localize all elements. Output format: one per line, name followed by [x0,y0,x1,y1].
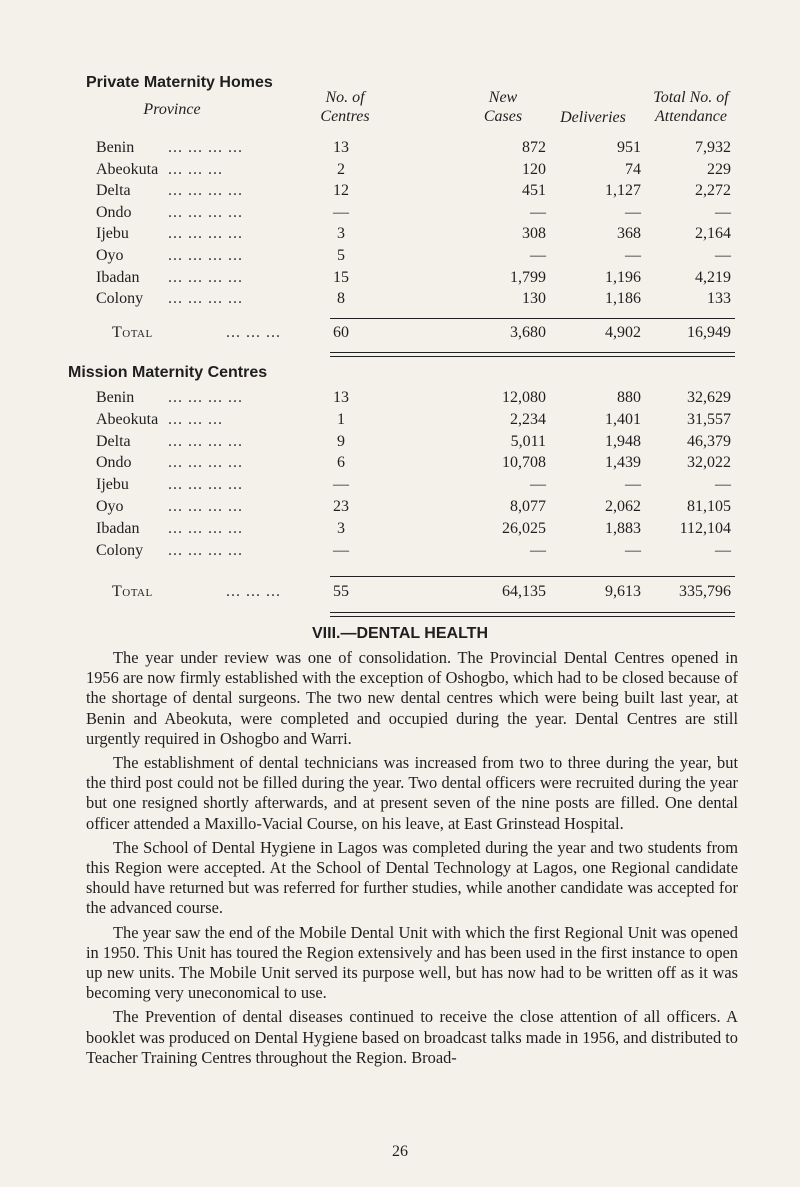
attendance-cell: 133 [707,290,731,308]
leader-dots: ... ... ... [226,583,281,600]
new-cases-cell: 1,799 [510,268,546,286]
page-number: 26 [392,1143,408,1160]
new-cases-cell: 8,077 [510,498,546,515]
deliveries-cell: — [625,247,641,264]
attendance-total: 16,949 [687,324,731,341]
province-name: Oyo [96,498,124,515]
centres-cell: — [333,541,349,559]
paragraph: The establishment of dental technicians was increased from two to three during the year, but the third post could not be filled during the year. Two dental officers were recruited during the year but one resigned shortly afterwards, and at present seven of the nine posts are filled. One dental officer attended a Maxillo-Vacial Course, on his leave, at East Grinstead Hospital. [86,753,738,833]
leader-dots: ... ... ... ... [168,247,243,264]
body-text [86,648,738,1072]
leader-dots: ... ... ... ... [168,454,243,472]
attendance-cell: — [715,541,731,559]
header-centres: No. of Centres [320,89,370,125]
section-heading: VIII.—DENTAL HEALTH [312,625,488,642]
table-row [96,290,736,312]
private-total-double-rule [330,352,735,357]
province-name: Delta [96,432,131,450]
new-cases-total: 3,680 [510,324,546,341]
new-cases-cell: 130 [522,290,546,308]
new-cases-cell: 2,234 [510,410,546,428]
deliveries-cell: 1,401 [605,410,641,428]
new-cases-cell: 5,011 [510,432,546,450]
paragraph: The year under review was one of consolidation. The Provincial Dental Centres opened in 1956 are now firmly established with the exception of Oshogbo, which had to be closed because of the shortage of dental surgeons. The two new dental centres which were being built last year, at Benin and Abeokuta, were completed and occupied during the year. Dental Centres are still urgently required in Oshogbo and Warri. [86,648,738,748]
table-row [96,498,736,520]
deliveries-cell: 1,948 [605,432,641,450]
centres-cell: 23 [333,498,349,515]
private-homes-title: Private Maternity Homes [86,74,273,91]
centres-cell: 8 [337,290,345,308]
attendance-cell: 31,557 [687,410,731,428]
province-name: Benin [96,139,135,156]
table-row [96,542,736,564]
attendance-cell: 81,105 [687,498,731,515]
deliveries-cell: 1,439 [605,454,641,472]
total-values [96,324,736,346]
header-attendance: Total No. of Attendance [653,89,729,125]
centres-cell: 13 [333,389,349,406]
leader-dots: ... ... ... ... [168,389,243,406]
new-cases-cell: — [530,247,546,264]
centres-cell: 12 [333,182,349,200]
attendance-cell: 112,104 [679,519,731,537]
new-cases-cell: 10,708 [502,454,546,472]
leader-dots: ... ... ... ... [168,476,243,494]
province-name: Colony [96,290,144,308]
attendance-cell: — [715,476,731,494]
leader-dots: ... ... ... ... [168,268,243,286]
table-row [96,411,736,433]
centres-total: 60 [333,324,349,341]
deliveries-cell: 368 [617,225,641,243]
attendance-cell: 4,219 [695,268,731,286]
header-cases: New Cases [483,89,523,125]
province-name: Abeokuta [96,160,159,178]
centres-cell: 15 [333,268,349,286]
deliveries-total: 4,902 [605,324,641,341]
centres-cell: 1 [337,410,345,428]
deliveries-cell: 2,062 [605,498,641,515]
province-name: Ondo [96,203,132,221]
attendance-cell: 32,629 [687,389,731,406]
new-cases-cell: 451 [522,182,546,200]
private-total-rule [330,318,735,319]
attendance-cell: 2,164 [695,225,731,243]
deliveries-cell: 74 [625,160,641,178]
new-cases-cell: — [530,541,546,559]
centres-cell: 2 [337,160,345,178]
table-row [96,520,736,542]
deliveries-cell: — [625,476,641,494]
province-name: Delta [96,182,131,200]
centres-cell: 5 [337,247,345,264]
deliveries-cell: 1,186 [605,290,641,308]
attendance-cell: 2,272 [695,182,731,200]
province-name: Oyo [96,247,124,264]
new-cases-cell: 872 [522,139,546,156]
attendance-cell: 229 [707,160,731,178]
province-name: Colony [96,541,144,559]
deliveries-cell: 1,883 [605,519,641,537]
new-cases-total: 64,135 [502,583,546,600]
mission-total-rule [330,576,735,577]
deliveries-cell: 880 [617,389,641,406]
deliveries-cell: — [625,203,641,221]
paragraph: The Prevention of dental diseases continued to receive the close attention of all officers. A booklet was produced on Dental Hygiene based on broadcast talks made in 1956, and distributed to Teacher Training Centres throughout the Region. Broad- [86,1007,738,1067]
deliveries-cell: 1,196 [605,268,641,286]
deliveries-cell: 1,127 [605,182,641,200]
table-row [96,433,736,455]
new-cases-cell: 120 [522,160,546,178]
deliveries-total: 9,613 [605,583,641,600]
table-row [96,476,736,498]
leader-dots: ... ... ... ... [168,498,243,515]
header-deliveries: Deliveries [560,109,626,126]
new-cases-cell: — [530,476,546,494]
attendance-cell: 7,932 [695,139,731,156]
leader-dots: ... ... ... ... [168,290,243,308]
province-name: Ijebu [96,476,129,494]
paragraph: The School of Dental Hygiene in Lagos was completed during the year and two students from this Region were accepted. At the School of Dental Technology at Lagos, one Regional candidate should have returned but was referred for further studies, while another candidate was accepted for the advanced course. [86,837,738,918]
deliveries-cell: — [625,541,641,559]
table-row [96,225,736,247]
province-name: Ijebu [96,225,129,243]
mission-centres-title: Mission Maternity Centres [68,364,268,381]
leader-dots: ... ... ... [226,324,281,341]
attendance-cell: — [715,203,731,221]
total-label: Total [112,583,153,600]
leader-dots: ... ... ... ... [168,432,243,450]
centres-cell: 6 [337,454,345,472]
total-values [96,583,736,605]
new-cases-cell: 26,025 [502,519,546,537]
leader-dots: ... ... ... ... [168,519,243,537]
attendance-cell: — [715,247,731,264]
province-name: Benin [96,389,135,406]
attendance-cell: 46,379 [687,432,731,450]
centres-cell: 3 [337,225,345,243]
centres-cell: 13 [333,139,349,156]
mission-total-double-rule [330,612,735,617]
leader-dots: ... ... ... [168,160,223,178]
leader-dots: ... ... ... ... [168,225,243,243]
header-province: Province [143,101,201,118]
centres-cell: — [333,476,349,494]
new-cases-cell: 12,080 [502,389,546,406]
province-name: Ondo [96,454,132,472]
paragraph: The year saw the end of the Mobile Dental Unit with which the first Regional Unit was opened in 1950. This Unit has toured the Region extensively and has been used in the first instance to open up new units. The Mobile Unit served its purpose well, but has now had to be written off as it was becoming very uneconomical to use. [86,922,738,1003]
leader-dots: ... ... ... [168,410,223,428]
table-row [96,204,736,226]
table-row [96,454,736,476]
province-name: Ibadan [96,519,140,537]
leader-dots: ... ... ... ... [168,182,243,200]
table-row [96,161,736,183]
attendance-total: 335,796 [679,583,731,600]
leader-dots: ... ... ... ... [168,541,243,559]
table-row [96,139,736,161]
total-label: Total [112,324,153,341]
new-cases-cell: 308 [522,225,546,243]
centres-total: 55 [333,583,349,600]
table-row [96,182,736,204]
centres-cell: 3 [337,519,345,537]
province-name: Abeokuta [96,410,159,428]
centres-cell: — [333,203,349,221]
new-cases-cell: — [530,203,546,221]
attendance-cell: 32,022 [687,454,731,472]
table-row [96,269,736,291]
province-name: Ibadan [96,268,140,286]
leader-dots: ... ... ... ... [168,139,243,156]
table-row [96,247,736,269]
table-row [96,389,736,411]
deliveries-cell: 951 [617,139,641,156]
centres-cell: 9 [337,432,345,450]
leader-dots: ... ... ... ... [168,203,243,221]
